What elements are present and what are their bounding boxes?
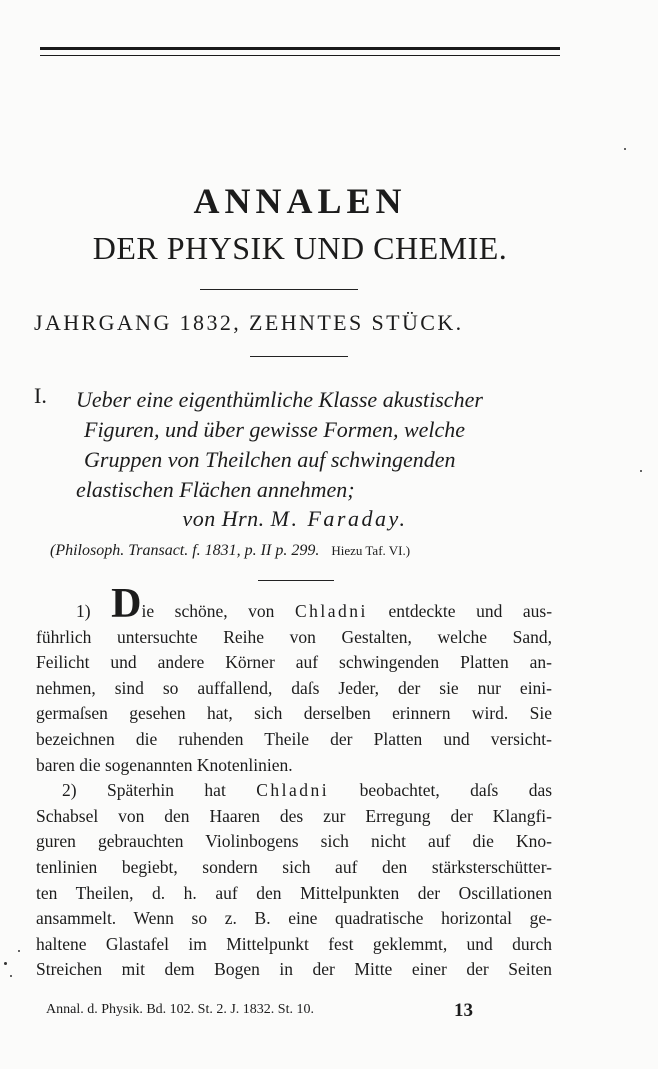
paragraph-2-first-line xyxy=(36,778,552,804)
journal-title: ANNALEN xyxy=(193,181,407,221)
body-line: tenlinien begiebt, sondern sich auf den stärksterschütter- xyxy=(36,856,552,877)
drop-cap: D xyxy=(111,581,142,627)
scan-speck xyxy=(18,950,20,952)
body-line: Streichen mit dem Bogen in der Mitte einer der Seiten xyxy=(36,959,552,980)
person-name: Chladni xyxy=(295,601,368,621)
paragraph-1-first-line xyxy=(36,581,553,627)
text-run: ie schöne, von xyxy=(141,601,275,621)
body-line: haltene Glastafel im Mittelpunkt fest geklemmt, und durch xyxy=(36,933,552,954)
body-line: guren gebrauchten Violinbogens sich nicht auf die Kno- xyxy=(36,831,552,852)
person-name: Chladni xyxy=(256,780,330,801)
scan-speck xyxy=(624,148,626,150)
body-line: führlich untersuchte Reihe von Gestalten, welche Sand, xyxy=(36,626,552,647)
footer-citation: Annal. d. Physik. Bd. 102. St. 2. J. 1832. St. 10. xyxy=(46,1002,314,1017)
body-line: baren die sogenannten Knotenlinien. xyxy=(36,754,293,775)
page-footer xyxy=(46,1000,546,1021)
source-note: Hiezu Taf. VI.) xyxy=(331,543,411,558)
title-divider xyxy=(200,289,358,290)
text-run: entdeckte und aus- xyxy=(388,601,553,621)
text-run: beobachtet, daſs das xyxy=(359,780,553,801)
body-text xyxy=(36,581,553,983)
body-line: Schabsel von den Haaren des zur Erregung der Klangfi- xyxy=(36,805,552,826)
page-number: 13 xyxy=(454,1000,473,1021)
article-title-line: elastischen Flächen annehmen; xyxy=(76,477,355,502)
article-title-line: Gruppen von Theilchen auf schwingenden xyxy=(84,447,456,472)
body-line: bezeichnen die ruhenden Theile der Platten und versicht- xyxy=(36,728,552,749)
issue-divider xyxy=(250,356,348,357)
article-title-line: Ueber eine eigenthümliche Klasse akustischer xyxy=(76,387,483,412)
article-title-line: Figuren, und über gewisse Formen, welche xyxy=(84,417,466,442)
year-issue-line: JAHRGANG 1832, ZEHNTES STÜCK. xyxy=(34,310,464,335)
article-number: I. xyxy=(34,383,47,408)
body-line: Feilicht und andere Körner auf schwingenden Platten an- xyxy=(36,652,552,673)
journal-subtitle: DER PHYSIK UND CHEMIE. xyxy=(92,230,508,266)
top-double-rule xyxy=(40,47,560,56)
author-prefix: von Hrn. xyxy=(182,506,265,531)
source-divider xyxy=(258,580,334,581)
scan-speck xyxy=(640,470,642,472)
author-line xyxy=(0,506,590,532)
body-line: ten Theilen, d. h. auf den Mittelpunkten der Oscillationen xyxy=(36,882,552,903)
paragraph-number: 1) xyxy=(76,601,91,621)
author-name: M. Faraday. xyxy=(270,506,408,531)
body-line: nehmen, sind so auffallend, daſs Jeder, der sie nur eini- xyxy=(36,677,552,698)
scan-speck xyxy=(4,962,7,965)
source-citation xyxy=(50,542,410,560)
article-title xyxy=(76,385,562,505)
text-run: 2) Späterhin hat xyxy=(62,780,226,801)
body-line: germaſsen gesehen hat, sich derselben erinnern wird. Sie xyxy=(36,703,552,724)
source-pages: f. 1831, p. II p. 299. xyxy=(192,542,320,559)
source-journal: (Philosoph. Transact. xyxy=(50,542,189,559)
scan-speck xyxy=(10,975,12,977)
body-line: ansammelt. Wenn so z. B. eine quadratische horizontal ge- xyxy=(36,908,552,929)
